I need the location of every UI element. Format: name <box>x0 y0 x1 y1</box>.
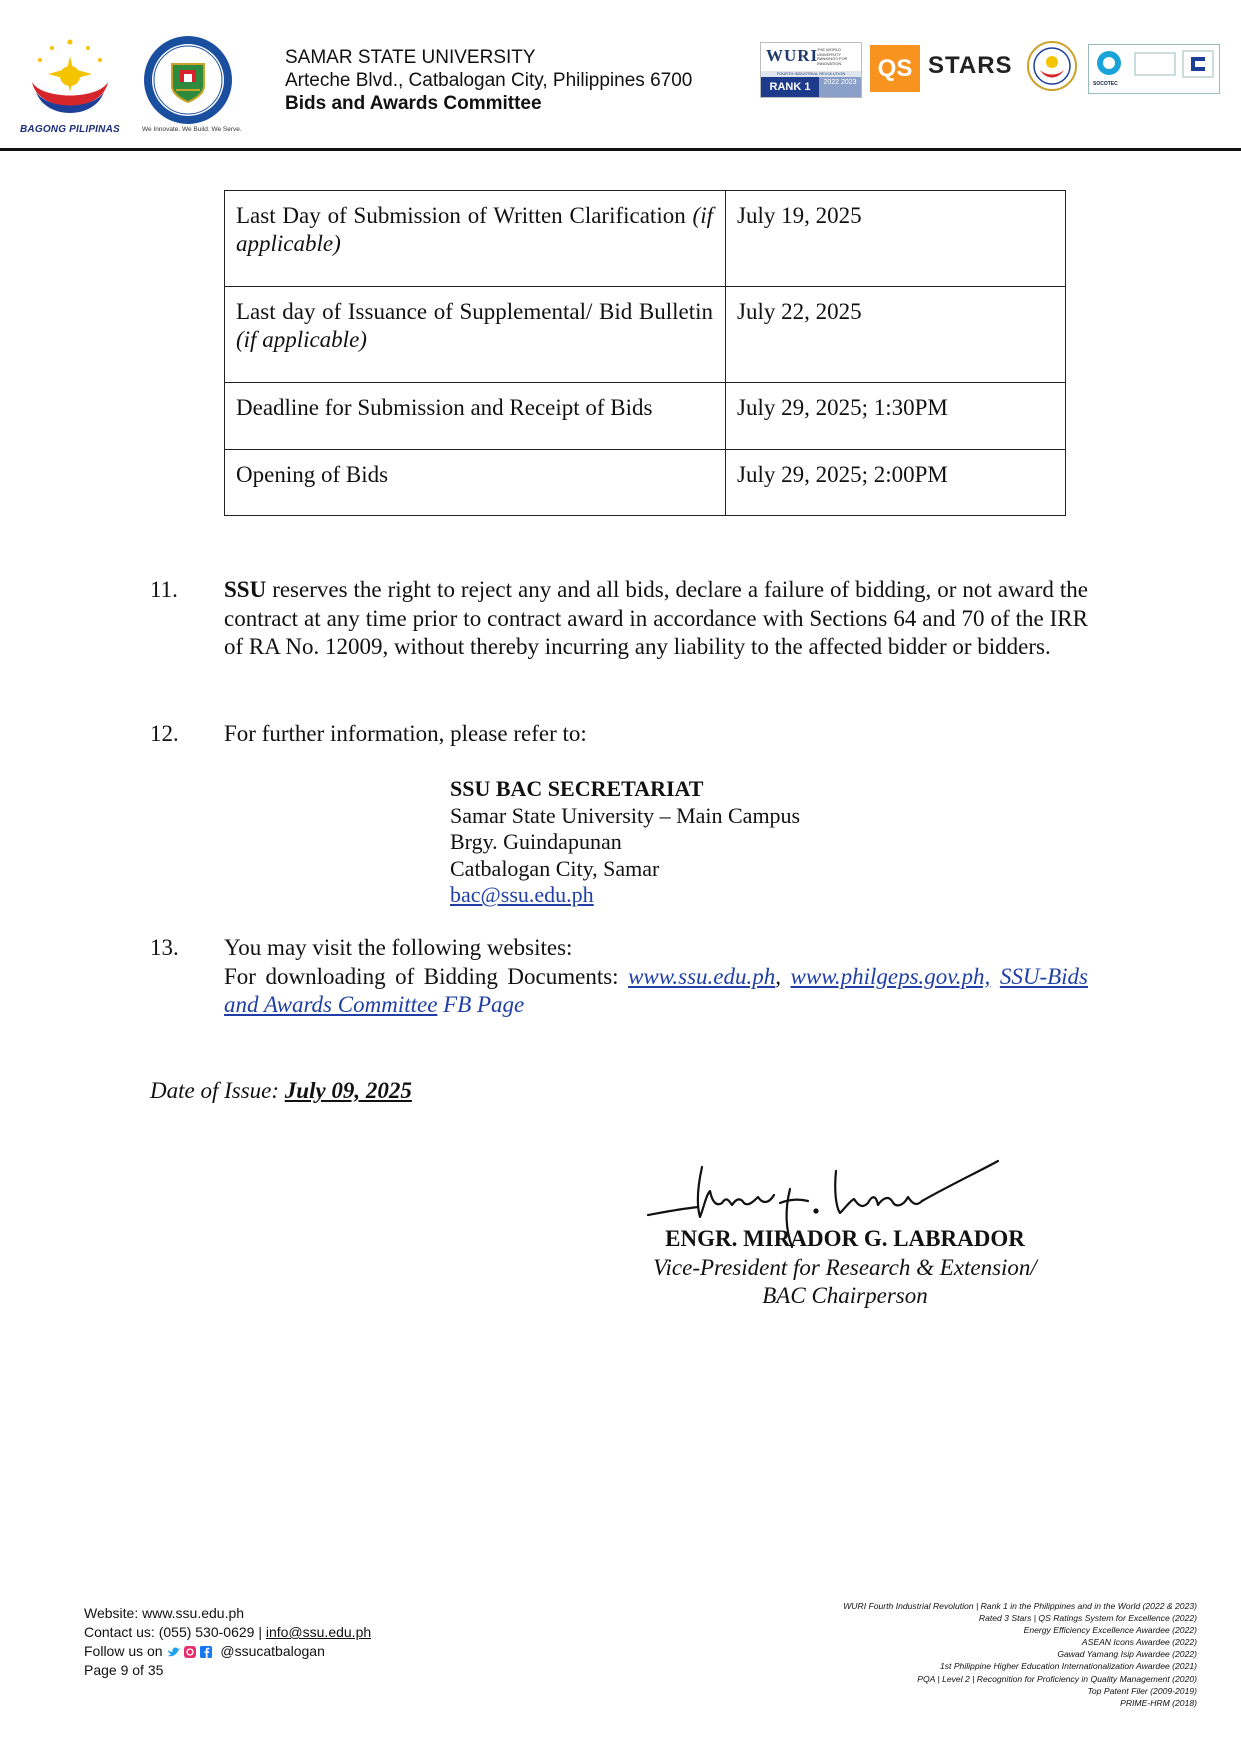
letterhead <box>285 46 692 115</box>
date-cell: July 29, 2025; 2:00PM <box>726 450 1066 516</box>
footer-contact <box>84 1604 371 1680</box>
bac-fb-link[interactable]: SSU-Bids and Awards Committee <box>224 963 1089 1017</box>
footer-awards <box>843 1600 1197 1709</box>
date-cell: July 19, 2025 <box>726 191 1066 287</box>
wurj-years: 2022 2023 <box>819 77 861 97</box>
ssu-website-link[interactable]: www.ssu.edu.ph <box>628 963 776 989</box>
date-cell: July 22, 2025 <box>726 287 1066 383</box>
item-number: 13. <box>150 935 179 960</box>
award-line: Top Patent Filer (2009-2019) <box>1087 1685 1197 1696</box>
table-row <box>225 383 1066 450</box>
schedule-table <box>224 190 1066 516</box>
item-11-paragraph <box>224 576 1088 662</box>
university-name: SAMAR STATE UNIVERSITY <box>285 47 536 68</box>
activity-cell <box>225 383 726 450</box>
page-number: Page 9 of 35 <box>84 1662 164 1678</box>
socotec-label: SOCOTEC <box>1093 81 1118 87</box>
socotec-iso-badge <box>1088 44 1220 94</box>
philgeps-link[interactable]: www.philgeps.gov.ph, <box>790 963 991 989</box>
footer-follow-line <box>84 1642 371 1661</box>
item-number: 11. <box>150 577 178 602</box>
item-12-text: For further information, please refer to: <box>224 721 587 746</box>
link-separator: , <box>775 963 791 989</box>
twitter-icon <box>168 1648 180 1657</box>
table-row <box>225 191 1066 287</box>
item-13-prefix: For downloading of Bidding Documents: <box>224 963 629 989</box>
footer-email-link[interactable]: info@ssu.edu.ph <box>265 1624 372 1640</box>
award-line: ASEAN Icons Awardee (2022) <box>1081 1637 1197 1648</box>
activity-cell <box>225 191 726 287</box>
item-13-line1: You may visit the following websites: <box>224 935 573 960</box>
award-line: Gawad Yamang Isip Awardee (2022) <box>1057 1649 1197 1660</box>
award-line: Energy Efficiency Excellence Awardee (2022) <box>1023 1625 1197 1636</box>
award-seal-icon <box>1026 40 1078 92</box>
date-of-issue <box>150 1078 412 1104</box>
footer-contact-line <box>84 1623 371 1642</box>
date-cell: July 29, 2025; 1:30PM <box>726 383 1066 450</box>
wurj-title: WURI <box>766 46 819 65</box>
table-row <box>225 450 1066 516</box>
award-line: PQA | Level 2 | Recognition for Proficiency in Quality Management (2020) <box>917 1673 1197 1684</box>
activity-note: (if applicable) <box>236 327 367 352</box>
signatory-title: BAC Chairperson <box>762 1283 928 1308</box>
item-11-text: reserves the right to reject any and all bids, declare a failure of bidding, or not award the contract at any time prior to contract award in accordance with Sections 64 and 70 of the IRR of RA No. 12009, without thereby incurring any liability to the affected bidder or bidders. <box>224 577 1088 659</box>
date-of-issue-label: Date of Issue: <box>150 1078 280 1103</box>
ssu-tagline: We Innovate. We Build. We Serve. <box>142 126 242 133</box>
excellence-seal-logo <box>1026 40 1078 92</box>
date-of-issue-value: July 09, 2025 <box>284 1078 412 1103</box>
item-13-paragraph <box>224 934 1088 1020</box>
signatory-name: ENGR. MIRADOR G. LABRADOR <box>665 1226 1025 1251</box>
footer-phone: Contact us: (055) 530-0629 | <box>84 1624 266 1640</box>
table-row <box>225 287 1066 383</box>
footer-follow-label: Follow us on <box>84 1643 163 1659</box>
contact-line: Brgy. Guindapunan <box>450 829 622 854</box>
contact-email-link[interactable]: bac@ssu.edu.ph <box>450 882 594 907</box>
ssu-seal-logo <box>140 34 240 138</box>
footer-handle: @ssucatbalogan <box>220 1643 325 1659</box>
wurj-rank: RANK 1 <box>761 77 819 97</box>
activity-cell <box>225 450 726 516</box>
wurj-badge <box>760 42 862 98</box>
wurj-subtitle: THE WORLD UNIVERSITY RANKINGS FOR INNOVATION <box>817 47 848 66</box>
contact-block <box>450 776 800 909</box>
wurj-band: FOURTH INDUSTRIAL REVOLUTION <box>761 71 861 77</box>
item-13-line2 <box>224 963 1088 1020</box>
university-address: Arteche Blvd., Catbalogan City, Philippines 6700 <box>285 70 693 91</box>
item-11-lead: SSU <box>224 577 267 602</box>
activity-note: (if applicable) <box>236 203 713 256</box>
award-line: 1st Philippine Higher Education Internationalization Awardee (2021) <box>939 1661 1197 1672</box>
activity-label: Deadline for Submission and Receipt of Bids <box>236 395 653 420</box>
signatory-block <box>600 1225 1090 1311</box>
signatory-title: Vice-President for Research & Extension/ <box>653 1254 1037 1280</box>
award-line: PRIME-HRM (2018) <box>1120 1697 1197 1708</box>
bagong-pilipinas-emblem-icon <box>18 34 130 124</box>
activity-label: Last day of Issuance of Supplemental/ Bid Bulletin <box>236 299 713 324</box>
office-name: Bids and Awards Committee <box>285 93 542 114</box>
ssu-seal-icon <box>140 34 236 126</box>
qs-stars-label: STARS <box>928 52 1013 79</box>
award-line: Rated 3 Stars | QS Ratings System for Excellence (2022) <box>978 1613 1197 1624</box>
activity-cell <box>225 287 726 383</box>
fb-page-suffix: FB Page <box>437 992 525 1017</box>
bagong-pilipinas-caption: BAGONG PILIPINAS <box>20 124 120 135</box>
bagong-pilipinas-logo <box>18 34 130 138</box>
contact-line: Samar State University – Main Campus <box>450 802 801 828</box>
activity-label: Last Day of Submission of Written Clarification <box>236 203 686 228</box>
footer-website: Website: www.ssu.edu.ph <box>84 1605 245 1621</box>
iso-certification-icon <box>1089 45 1219 81</box>
social-media-icons[interactable] <box>166 1644 216 1660</box>
activity-label: Opening of Bids <box>236 462 389 487</box>
instagram-icon <box>184 1646 196 1658</box>
header-rule <box>0 148 1241 151</box>
contact-heading: SSU BAC SECRETARIAT <box>450 776 704 801</box>
link-separator <box>990 964 1000 989</box>
award-line: WURI Fourth Industrial Revolution | Rank 1 in the Philippines and in the World (2022 & 2023) <box>843 1601 1197 1611</box>
contact-line: Catbalogan City, Samar <box>450 855 660 881</box>
qs-logo: QS <box>870 45 920 92</box>
item-number: 12. <box>150 721 179 746</box>
